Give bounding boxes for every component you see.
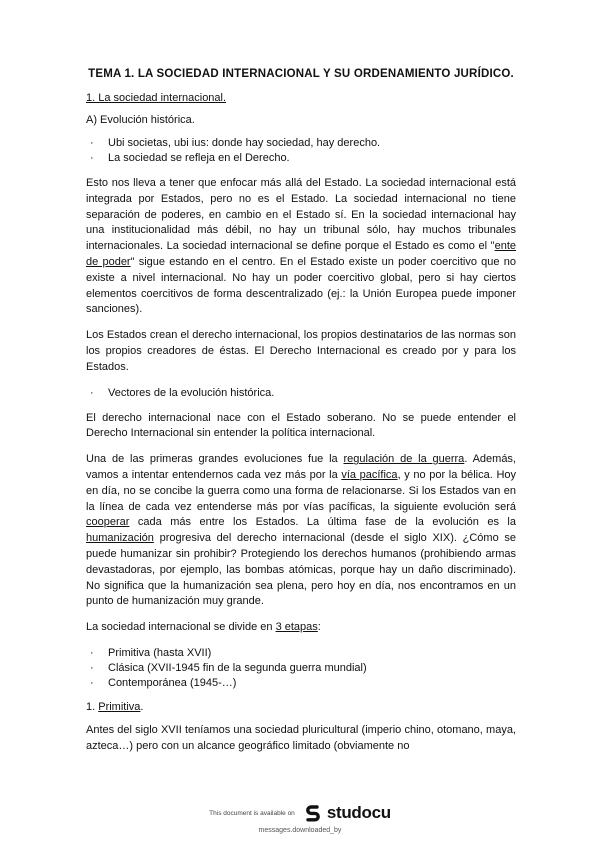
heading-end: .: [140, 700, 144, 713]
text-run: " sigue estando en el centro. En el Estado existe un poder coercitivo que no existe a nivel internacional. No hay un poder coercitivo global, pero si hay ciertos elementos coercitivos de forma descentralizado (ej.: la Unión Europea puede imponer sanciones).: [86, 255, 516, 316]
downloaded-by: messages.downloaded_by: [258, 827, 342, 834]
studocu-s-icon: [303, 803, 323, 823]
bullet-list-1: [86, 136, 516, 166]
underlined-term: regulación de la guerra: [343, 453, 465, 466]
text-run: Esto nos lleva a tener que enfocar más allá del Estado. La sociedad internacional está integrada por Estados, pero no es el Estado. La sociedad internacional no tiene separación de poderes, en cambio en el Estado sí. En la sociedad internacional hay una institucionalidad más débil, no hay un tribunal sólo, hay muchos tribunales internacionales. La sociedad internacional se define porque el Estado es como el ": [86, 177, 516, 253]
text-run: Una de las primeras grandes evoluciones fue la: [86, 453, 344, 466]
studocu-logo[interactable]: [303, 803, 391, 823]
stages-list: [86, 646, 516, 691]
heading-label: Primitiva: [98, 700, 141, 713]
underlined-term: humanización: [86, 532, 154, 545]
text-run: . Además, vamos a intentar entendernos cada vez más por la: [86, 453, 516, 481]
footer: [0, 803, 600, 834]
paragraph-4: [86, 452, 516, 610]
text-run: cada más entre los Estados. La última fase de la evolución es la: [129, 516, 516, 529]
document-title: TEMA 1. LA SOCIEDAD INTERNACIONAL Y SU ORDENAMIENTO JURÍDICO.: [88, 68, 514, 80]
underlined-term: 3 etapas: [275, 621, 318, 634]
list-item: · Vectores de la evolución histórica.: [108, 386, 516, 401]
section-heading-1: 1. La sociedad internacional.: [86, 92, 227, 104]
primitiva-heading: [86, 701, 516, 713]
underlined-term: ente de poder: [86, 240, 516, 268]
underlined-term: vía pacífica: [341, 468, 398, 481]
underlined-term: cooperar: [86, 516, 130, 529]
list-item: · Clásica (XVII-1945 fin de la segunda guerra mundial): [108, 661, 516, 676]
text-run: , y no por la bélica. Hoy en día, no se concibe la guerra como una forma de relacionarse. Si los Estados van en la línea de cada vez entenderse más por vías pacíficas, la siguiente evolución será: [86, 468, 517, 513]
brand-name: studocu: [326, 803, 391, 822]
footer-row: [0, 803, 600, 823]
available-text: This document is available on: [209, 809, 295, 817]
paragraph-5: [86, 620, 516, 636]
list-item: · La sociedad se refleja en el Derecho.: [108, 151, 516, 166]
paragraph-1: [86, 176, 516, 318]
paragraph-6: Antes del siglo XVII teníamos una sociedad pluricultural (imperio chino, otomano, maya, azteca…) pero con un alcance geográfico limitado (obviamente no: [86, 723, 516, 752]
subsection-heading-a: A) Evolución histórica.: [86, 114, 195, 126]
paragraph-3: El derecho internacional nace con el Estado soberano. No se puede entender el Derecho Internacional sin entender la política internacional.: [86, 411, 516, 440]
list-item: · Ubi societas, ubi ius: donde hay sociedad, hay derecho.: [108, 136, 516, 151]
bullet-list-2: [86, 386, 516, 401]
text-run: :: [317, 621, 321, 634]
heading-number: 1.: [86, 700, 99, 713]
document-page: [86, 68, 516, 765]
paragraph-2: Los Estados crean el derecho internacional, los propios destinatarios de las normas son los propios creadores de éstas. El Derecho Internacional es creado por y para los Estados.: [86, 329, 516, 373]
list-item: · Primitiva (hasta XVII): [108, 646, 516, 661]
text-run: La sociedad internacional se divide en: [86, 621, 276, 634]
list-item: · Contemporánea (1945-…): [108, 676, 516, 691]
text-run: progresiva del derecho internacional (desde el siglo XIX). ¿Cómo se puede humanizar sin prohibir? Protegiendo los derechos humanos (prohibiendo armas devastadoras, por ejemplo, las bombas atómicas, porque hay un daño discriminado). No significa que la humanización sea plena, pero hoy en día, nos encontramos en un punto de humanización muy grande.: [86, 532, 516, 608]
